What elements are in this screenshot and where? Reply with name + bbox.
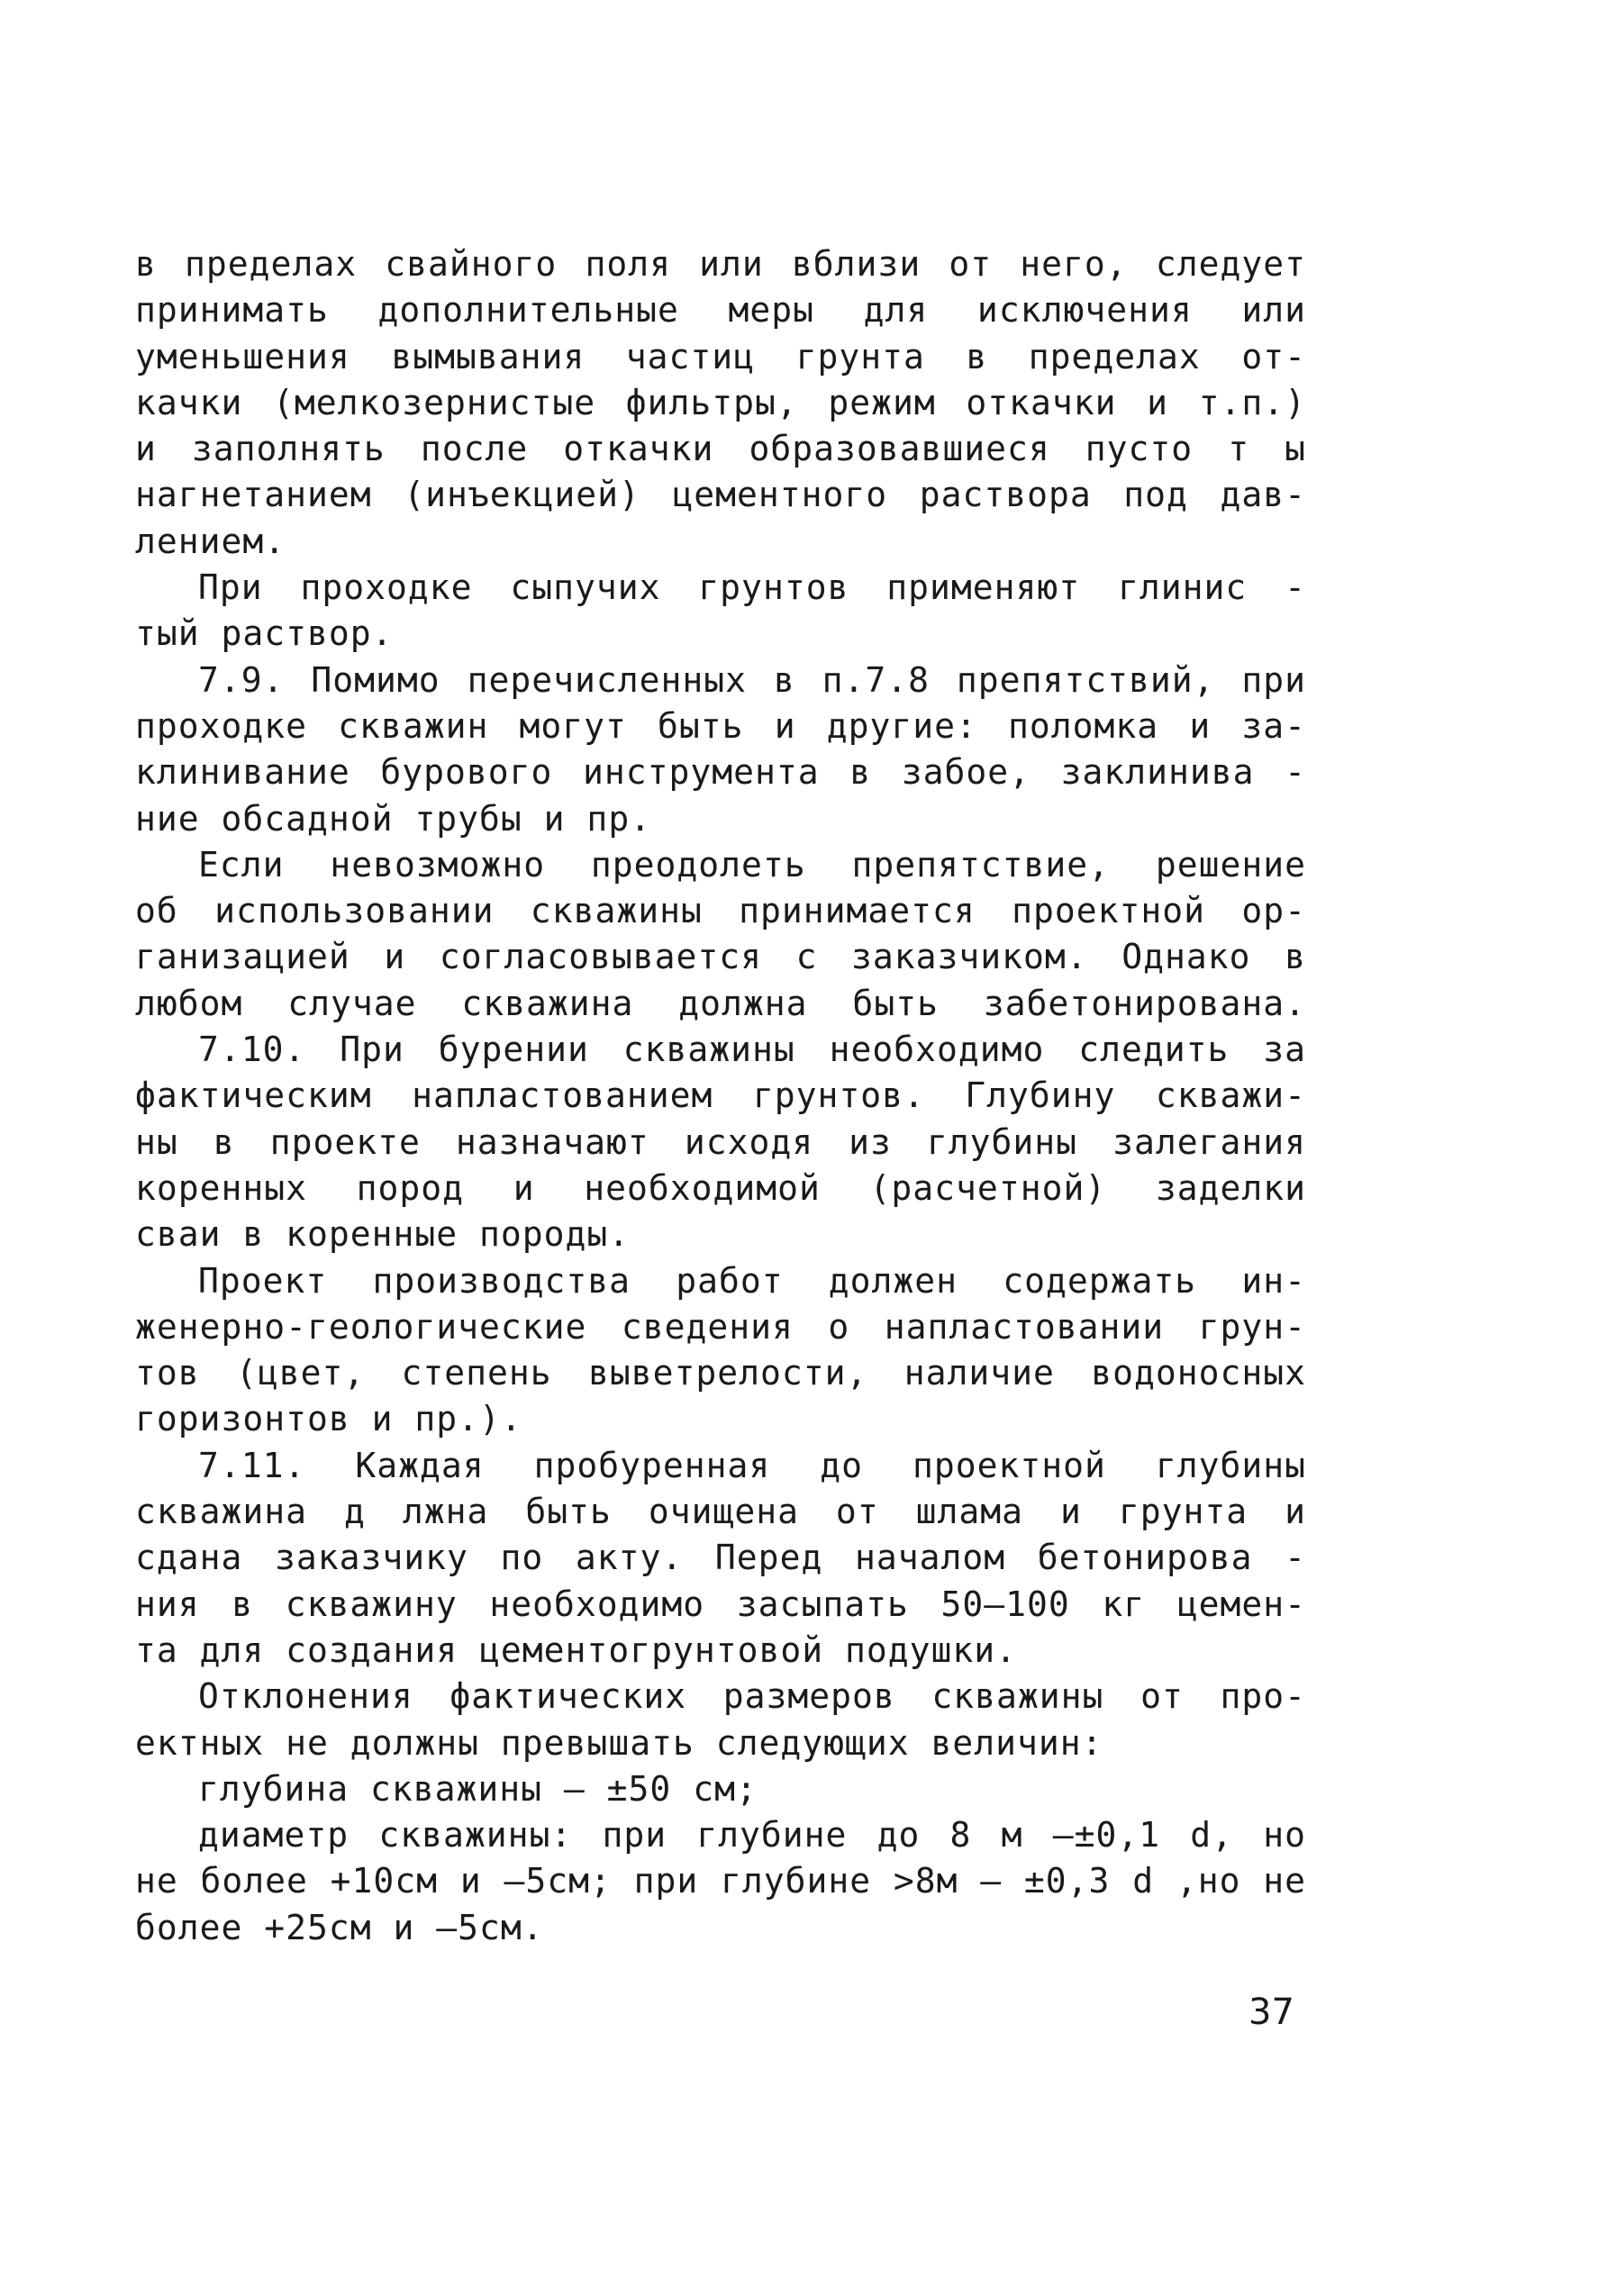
text-line: скважина д лжна быть очищена от шлама и грунта и — [135, 1492, 1306, 1532]
text-line: глубина скважины – ±50 см; — [198, 1768, 758, 1809]
text-line: женерно-геологические сведения о напластовании грун- — [135, 1306, 1306, 1347]
text-line: клинивание бурового инструмента в забое, заклинива - — [135, 752, 1306, 793]
text-line: горизонтов и пр.). — [135, 1399, 522, 1439]
text-line: тый раствор. — [135, 613, 394, 654]
text-line: более +25см и –5см. — [135, 1907, 544, 1947]
text-line: 7.11. Каждая пробуренная до проектной глубины — [198, 1445, 1306, 1485]
page-number: 37 — [1248, 1992, 1294, 2033]
text-line: Если невозможно преодолеть препятствие, решение — [198, 844, 1306, 885]
text-line: принимать дополнительные меры для исключения или — [135, 290, 1306, 331]
text-line: не более +10см и –5см; при глубине >8м – ±0,3 d ,но не — [135, 1861, 1306, 1901]
text-line: 7.9. Помимо перечисленных в п.7.8 препятствий, при — [198, 659, 1306, 700]
text-line: тов (цвет, степень выветрелости, наличие водоносных — [135, 1353, 1306, 1393]
text-line: коренных пород и необходимой (расчетной) заделки — [135, 1167, 1306, 1208]
text-line: нагнетанием (инъекцией) цементного раствора под дав- — [135, 475, 1306, 515]
text-line: качки (мелкозернистые фильтры, режим откачки и т.п.) — [135, 382, 1306, 422]
text-line: ектных не должны превышать следующих величин: — [135, 1722, 1103, 1763]
text-line: и заполнять после откачки образовавшиеся пусто т ы — [135, 429, 1306, 469]
text-line: фактическим напластованием грунтов. Глубину скважи- — [135, 1075, 1306, 1116]
text-line: ние обсадной трубы и пр. — [135, 798, 652, 839]
text-line: При проходке сыпучих грунтов применяют глинис - — [198, 567, 1306, 608]
text-line: проходке скважин могут быть и другие: поломка и за- — [135, 705, 1306, 746]
text-line: любом случае скважина должна быть забетонирована. — [135, 983, 1306, 1023]
text-line: 7.10. При бурении скважины необходимо следить за — [198, 1030, 1306, 1070]
body-text — [135, 241, 1306, 1951]
text-line: ния в скважину необходимо засыпать 50–100 кг цемен- — [135, 1584, 1306, 1624]
text-line: лением. — [135, 521, 286, 561]
text-line: ганизацией и согласовывается с заказчиком. Однако в — [135, 937, 1306, 977]
text-line: диаметр скважины: при глубине до 8 м –±0,1 d, но — [198, 1815, 1306, 1856]
text-line: та для создания цементогрунтовой подушки. — [135, 1629, 1017, 1670]
text-line: Проект производства работ должен содержать ин- — [198, 1260, 1306, 1301]
text-line: в пределах свайного поля или вблизи от него, следует — [135, 244, 1306, 284]
text-line: Отклонения фактических размеров скважины от про- — [198, 1676, 1306, 1717]
text-line: сдана заказчику по акту. Перед началом бетонирова - — [135, 1538, 1306, 1578]
text-line: сваи в коренные породы. — [135, 1214, 631, 1255]
text-line: уменьшения вымывания частиц грунта в пределах от- — [135, 336, 1306, 377]
text-line: ны в проекте назначают исходя из глубины залегания — [135, 1121, 1306, 1162]
text-line: об использовании скважины принимается проектной ор- — [135, 891, 1306, 931]
